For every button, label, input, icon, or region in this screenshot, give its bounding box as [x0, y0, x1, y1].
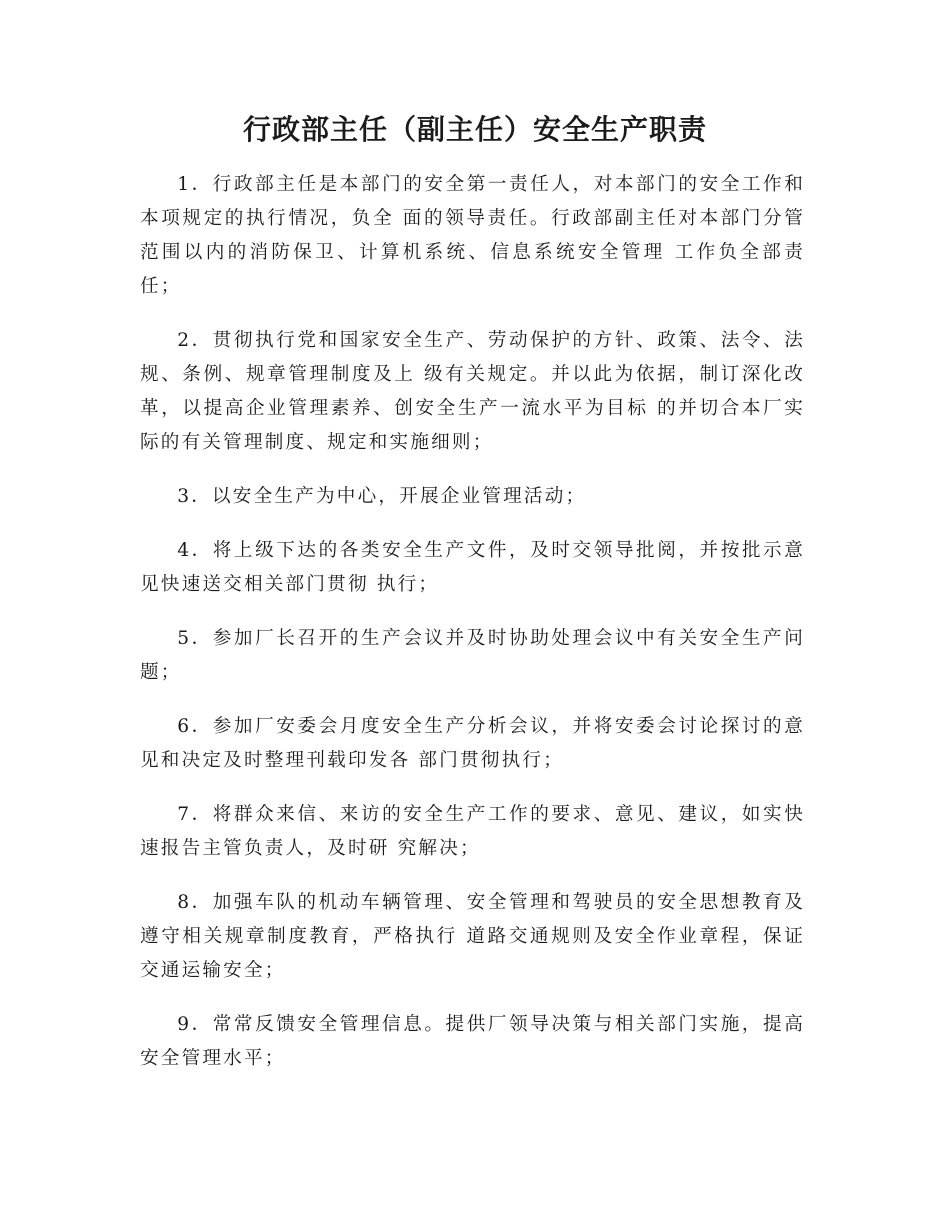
paragraph-1: 1．行政部主任是本部门的安全第一责任人，对本部门的安全工作和本项规定的执行情况，负全 面的领导责任。行政部副主任对本部门分管范围以内的消防保卫、计算机系统、信息系统安全管理 工作负全部责任；	[140, 174, 805, 297]
paragraph-2: 2．贯彻执行党和国家安全生产、劳动保护的方针、政策、法令、法规、条例、规章管理制度及上 级有关规定。并以此为依据，制订深化改革，以提高企业管理素养、创安全生产一流水平为目标 的并切合本厂实际的有关管理制度、规定和实施细则；	[140, 330, 805, 453]
paragraph-3: 3．以安全生产为中心，开展企业管理活动；	[177, 486, 587, 507]
paragraph-8: 8．加强车队的机动车辆管理、安全管理和驾驶员的安全思想教育及遵守相关规章制度教育，严格执行 道路交通规则及安全作业章程，保证交通运输安全；	[140, 892, 805, 981]
paragraph-6: 6．参加厂安委会月度安全生产分析会议，并将安委会讨论探讨的意见和决定及时整理刊载印发各 部门贯彻执行；	[140, 716, 805, 771]
paragraph-4: 4．将上级下达的各类安全生产文件，及时交领导批阅，并按批示意见快速送交相关部门贯彻 执行；	[140, 540, 805, 595]
paragraph-5: 5．参加厂长召开的生产会议并及时协助处理会议中有关安全生产问题；	[140, 628, 805, 683]
paragraph-9: 9．常常反馈安全管理信息。提供厂领导决策与相关部门实施，提高安全管理水平；	[140, 1014, 805, 1069]
document-title: 行政部主任（副主任）安全生产职责	[242, 113, 707, 146]
document-body	[140, 168, 805, 1096]
paragraph-7: 7．将群众来信、来访的安全生产工作的要求、意见、建议，如实快速报告主管负责人，及时研 究解决；	[140, 804, 805, 859]
